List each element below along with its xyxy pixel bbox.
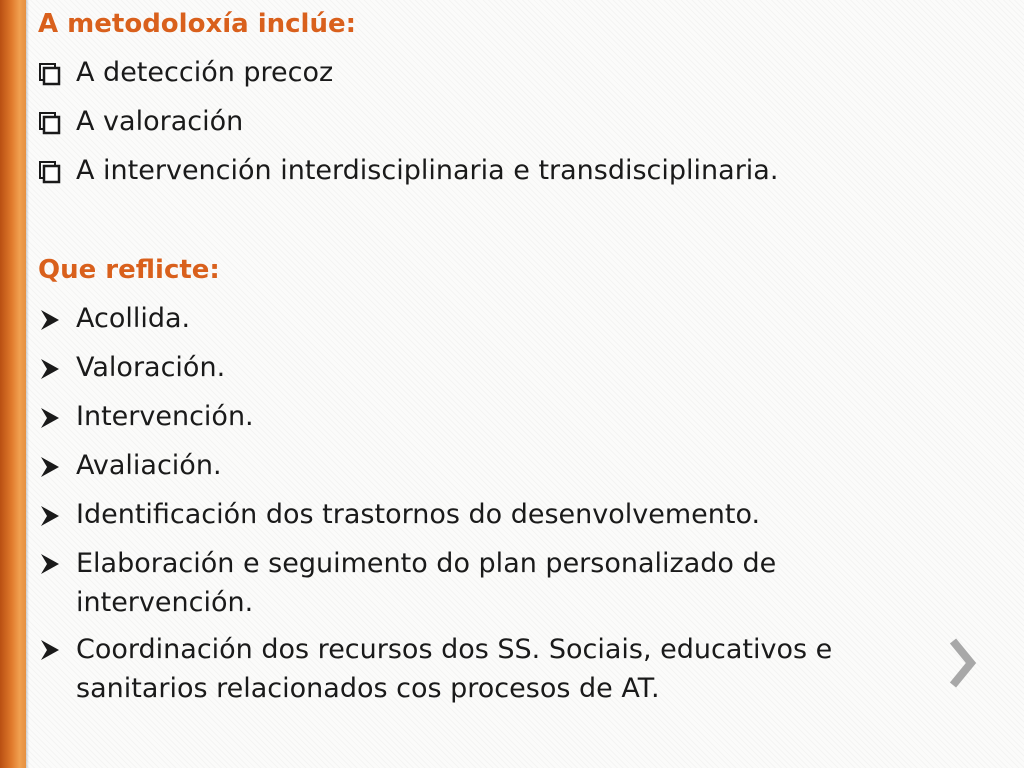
list-item xyxy=(38,351,938,385)
list-item xyxy=(38,154,938,188)
checkbox-bullet-icon xyxy=(38,105,70,139)
list-item-text: Elaboración e seguimento do plan personalizado de intervención. xyxy=(76,548,777,618)
list-item-text: Coordinación dos recursos dos SS. Sociais, educativos e sanitarios relacionados cos procesos de AT. xyxy=(76,634,833,704)
list-item-text: A valoración xyxy=(76,106,244,137)
checkbox-bullet-icon xyxy=(38,56,70,90)
list-item xyxy=(38,400,938,434)
list-item xyxy=(38,498,938,532)
list-item xyxy=(38,302,938,336)
reflects-heading: Que reflicte: xyxy=(38,255,220,285)
arrow-bullet-icon xyxy=(38,351,70,385)
arrow-bullet-icon xyxy=(38,544,70,578)
side-accent-shadow xyxy=(26,0,29,768)
methodology-heading: A metodoloxía inclúe: xyxy=(38,9,357,39)
arrow-bullet-icon xyxy=(38,630,70,664)
list-item-text: Avaliación. xyxy=(76,450,222,481)
list-item-text: Acollida. xyxy=(76,303,191,334)
chevron-right-icon[interactable] xyxy=(946,636,978,690)
list-item xyxy=(38,56,938,90)
list-item xyxy=(38,630,936,708)
list-item xyxy=(38,544,896,622)
arrow-bullet-icon xyxy=(38,498,70,532)
list-item-text: A intervención interdisciplinaria e transdisciplinaria. xyxy=(76,155,779,186)
list-item-text: Identificación dos trastornos do desenvolvemento. xyxy=(76,499,761,530)
list-item-text: A detección precoz xyxy=(76,57,334,88)
list-item xyxy=(38,105,938,139)
list-item-text: Intervención. xyxy=(76,401,254,432)
side-accent-bar xyxy=(0,0,26,768)
slide-content xyxy=(38,0,938,708)
arrow-bullet-icon xyxy=(38,302,70,336)
arrow-bullet-icon xyxy=(38,400,70,434)
list-item-text: Valoración. xyxy=(76,352,226,383)
checkbox-bullet-icon xyxy=(38,154,70,188)
arrow-bullet-icon xyxy=(38,449,70,483)
list-item xyxy=(38,449,938,483)
